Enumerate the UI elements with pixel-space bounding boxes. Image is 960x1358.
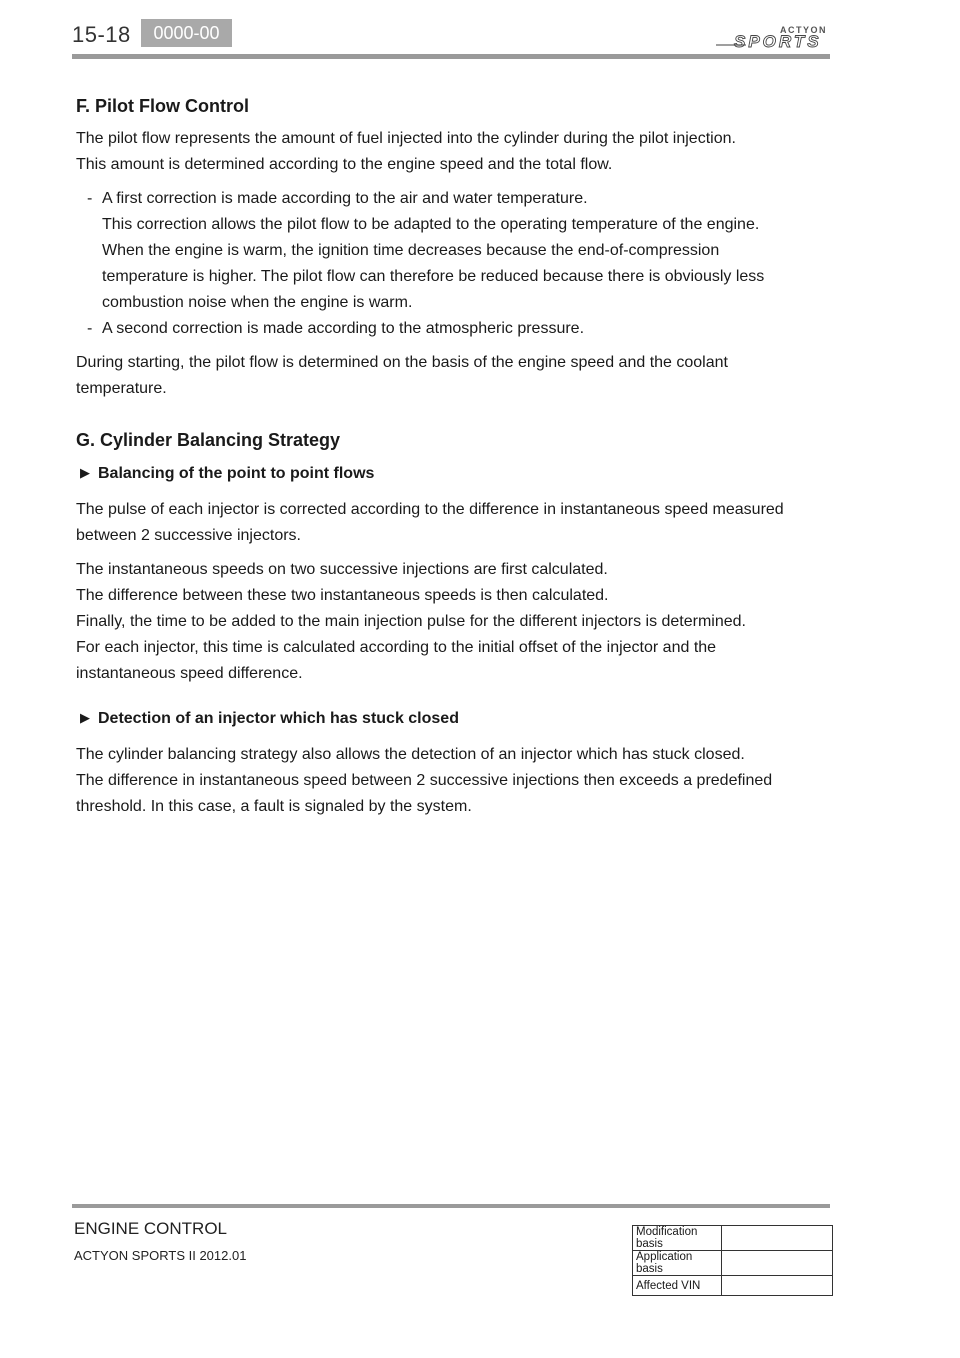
balancing-line-3: Finally, the time to be added to the main injection pulse for the different injectors is determined.	[76, 613, 746, 630]
correction-1-heading: A first correction is made according to the air and water temperature.	[102, 190, 588, 207]
correction-2-heading: A second correction is made according to the atmospheric pressure.	[102, 320, 585, 337]
balancing-line-4: For each injector, this time is calculated according to the initial offset of the injector and the instantaneous speed difference.	[76, 639, 717, 682]
table-row	[633, 1276, 833, 1296]
subsection-stuck-injector	[80, 705, 786, 732]
table-label: Modification basis	[633, 1226, 722, 1251]
table-value	[722, 1226, 833, 1251]
section-f-title: F. Pilot Flow Control	[76, 96, 249, 116]
balancing-line-1: The instantaneous speeds on two successive injections are first calculated.	[76, 561, 608, 578]
stuck-injector-line-1: The cylinder balancing strategy also allows the detection of an injector which has stuck closed.	[76, 746, 745, 763]
footer-rule	[72, 1204, 830, 1208]
balancing-para-1: The pulse of each injector is corrected according to the difference in instantaneous speed measured between 2 successive injectors.	[76, 501, 784, 544]
correction-list	[76, 186, 786, 342]
stuck-injector-para	[76, 742, 786, 820]
table-label: Affected VIN	[633, 1276, 722, 1296]
table-row	[633, 1226, 833, 1251]
balancing-para-2	[76, 557, 786, 687]
footer-section-name: ENGINE CONTROL	[74, 1219, 228, 1238]
list-item	[76, 186, 786, 316]
section-f-intro-line-2: This amount is determined according to the engine speed and the total flow.	[76, 156, 613, 173]
correction-1-detail: This correction allows the pilot flow to be adapted to the operating temperature of the engine. When the engine is warm, the ignition time decreases because the end-of-compression temperature is higher. The pilot flow can therefore be reduced because there is obviously less combustion noise when the engine is warm.	[102, 216, 765, 311]
section-f-intro	[76, 126, 786, 178]
footer-model-info: ACTYON SPORTS II 2012.01	[74, 1248, 247, 1263]
logo-top-text: ACTYON	[780, 25, 827, 35]
triangle-right-icon: ▶	[80, 710, 90, 725]
section-f-outro: During starting, the pilot flow is determined on the basis of the engine speed and the coolant temperature.	[76, 354, 728, 397]
page-number: 15-18	[72, 22, 131, 47]
actyon-sports-logo	[716, 24, 830, 55]
subsection-balancing-title: Balancing of the point to point flows	[98, 465, 375, 482]
header-rule	[72, 54, 830, 59]
subsection-balancing	[80, 460, 786, 487]
table-value	[722, 1251, 833, 1276]
section-f-intro-line-1: The pilot flow represents the amount of fuel injected into the cylinder during the pilot injection.	[76, 130, 736, 147]
logo-main-text: SPORTS	[734, 32, 822, 50]
table-label: Application basis	[633, 1251, 722, 1276]
list-item	[76, 316, 786, 342]
subsection-stuck-injector-title: Detection of an injector which has stuck closed	[98, 710, 459, 727]
section-g-title: G. Cylinder Balancing Strategy	[76, 430, 341, 450]
triangle-right-icon: ▶	[80, 465, 90, 480]
section-code-badge: 0000-00	[141, 19, 232, 47]
stuck-injector-line-2: The difference in instantaneous speed between 2 successive injections then exceeds a predefined threshold. In this case, a fault is signaled by the system.	[76, 772, 773, 815]
table-value	[722, 1276, 833, 1296]
main-content	[76, 94, 786, 828]
modification-table	[632, 1225, 833, 1296]
table-row	[633, 1251, 833, 1276]
balancing-line-2: The difference between these two instantaneous speeds is then calculated.	[76, 587, 609, 604]
